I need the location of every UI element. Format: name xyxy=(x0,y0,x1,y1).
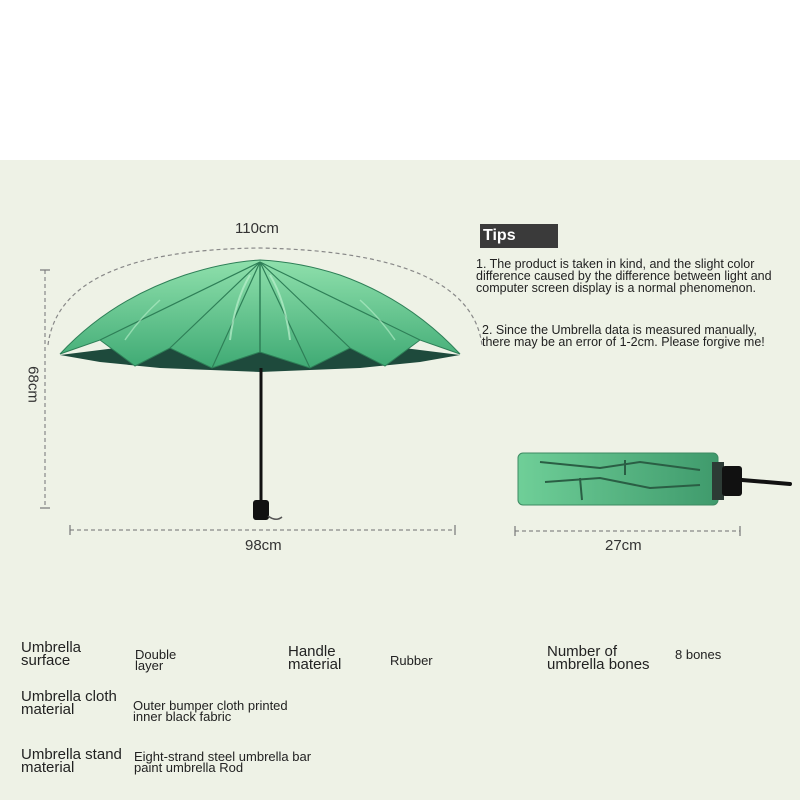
umbrella-handle xyxy=(253,500,269,520)
tip-2: 2. Since the Umbrella data is measured manually, there may be an error of 1-2cm. Please forgive me! xyxy=(482,323,765,349)
spec-cloth-value: Outer bumper cloth printed inner black fabric xyxy=(133,698,288,724)
folded-umbrella xyxy=(518,453,718,505)
spec-surface-label: Umbrella surface xyxy=(21,639,82,669)
height-label: 68cm xyxy=(24,366,42,403)
spec-stand-value: Eight-strand steel umbrella bar paint umbrella Rod xyxy=(134,749,312,775)
spec-stand-label: Umbrella stand material xyxy=(21,746,122,776)
spec-bones-label: Number of umbrella bones xyxy=(547,643,650,673)
folded-handle xyxy=(722,466,742,496)
spec-handle-value: Rubber xyxy=(390,653,433,668)
spec-surface-value: Double layer xyxy=(135,647,177,673)
spec-handle-label: Handle material xyxy=(288,643,342,673)
spec-bones-value: 8 bones xyxy=(675,647,722,662)
spec-cloth-label: Umbrella cloth material xyxy=(21,688,117,718)
span-label: 98cm xyxy=(245,537,282,554)
tip-1: 1. The product is taken in kind, and the slight color difference caused by the difference between light and computer screen display is a normal phenomenon. xyxy=(476,257,772,295)
tips-badge: Tips xyxy=(480,224,558,248)
width-label: 110cm xyxy=(235,220,279,237)
folded-length-label: 27cm xyxy=(605,537,642,554)
